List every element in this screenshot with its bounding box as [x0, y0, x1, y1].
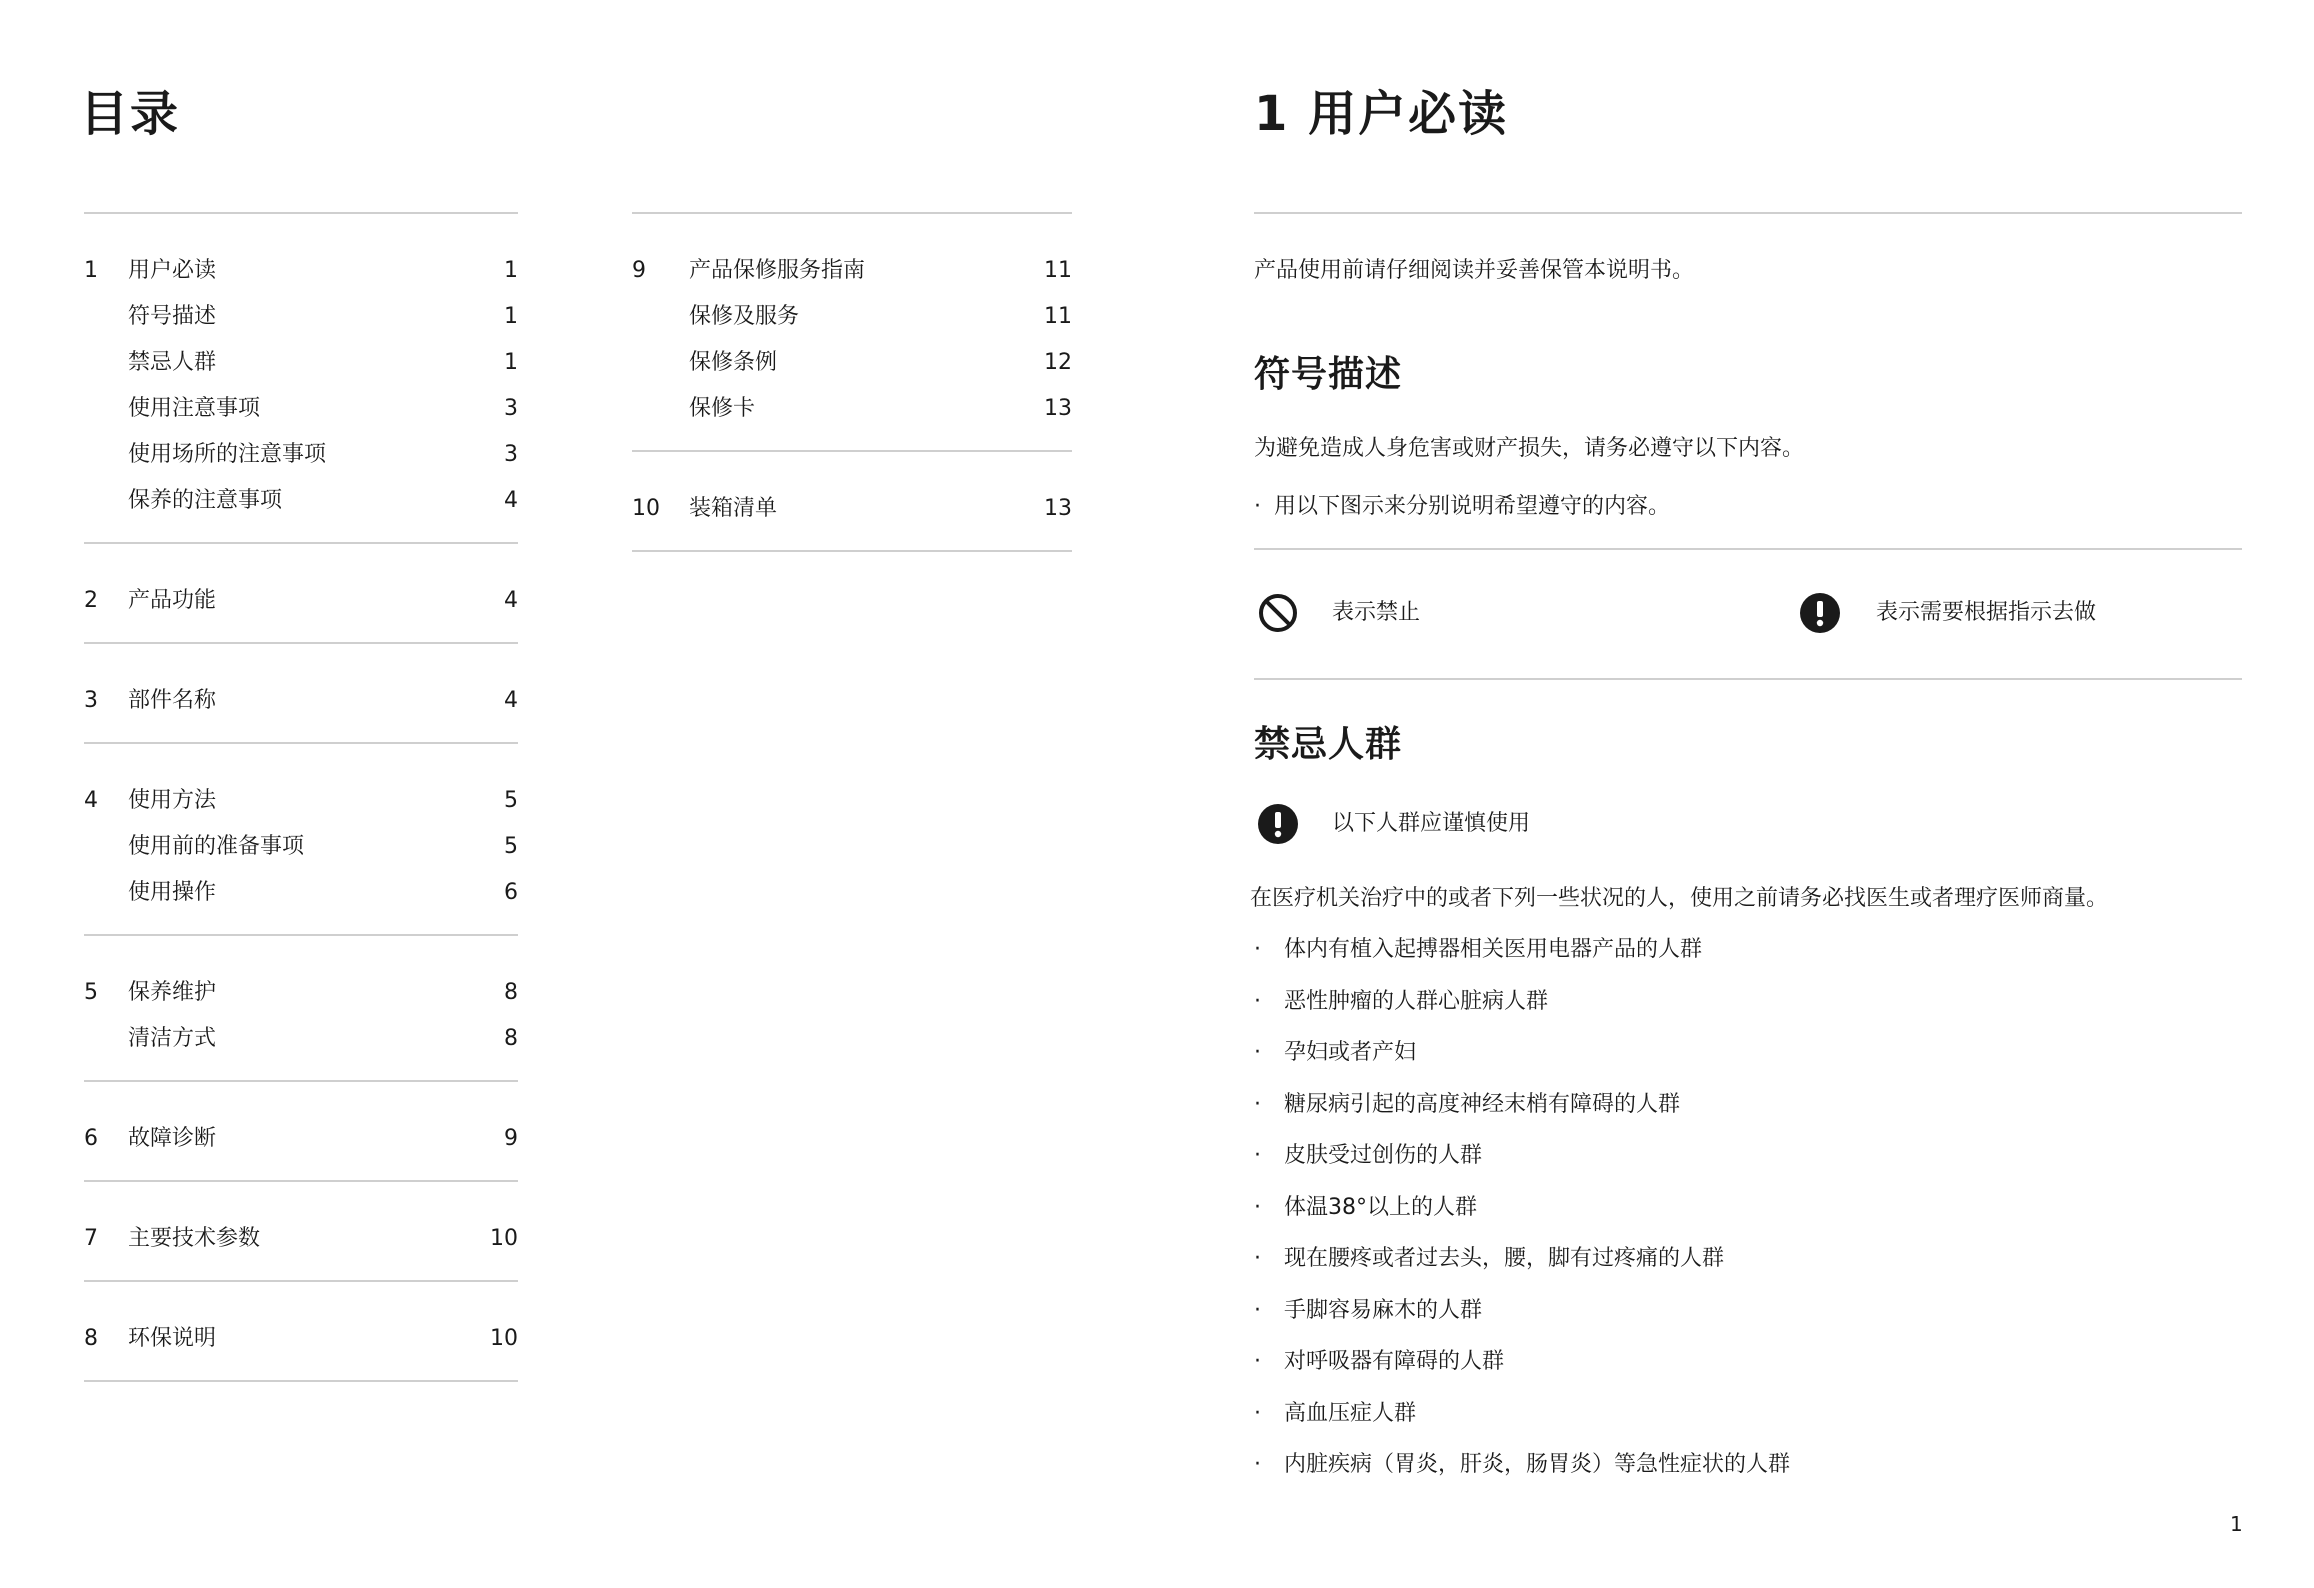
toc-entry[interactable] [632, 486, 1072, 532]
toc-entry-label: 用户必读 [128, 258, 217, 283]
symbols-heading: 符号描述 [1254, 354, 1403, 395]
prohibit-label: 表示禁止 [1332, 600, 1421, 625]
toc-entry[interactable] [84, 970, 518, 1016]
bullet-text: 孕妇或者产妇 [1284, 1040, 1417, 1065]
toc-entry-page: 5 [504, 788, 518, 813]
toc-entry-page: 11 [1044, 258, 1072, 283]
toc-divider [632, 550, 1072, 552]
toc-entry-label: 保养的注意事项 [128, 488, 283, 513]
toc-divider [84, 1380, 518, 1382]
toc-entry[interactable] [84, 778, 518, 824]
toc-entry[interactable] [84, 1316, 518, 1362]
bullet-dot: · [1254, 494, 1261, 519]
toc-entry-page: 4 [504, 488, 518, 513]
toc-entry-label: 故障诊断 [128, 1126, 217, 1151]
toc-title: 目录 [80, 86, 181, 142]
toc-divider [632, 212, 1072, 214]
toc-entry[interactable] [632, 248, 1072, 294]
toc-entry-label: 保修卡 [689, 396, 756, 421]
toc-entry-label: 使用方法 [128, 788, 217, 813]
toc-entry-num: 4 [84, 788, 98, 813]
bullet-text: 皮肤受过创伤的人群 [1284, 1143, 1483, 1168]
toc-divider [84, 742, 518, 744]
toc-entry-num: 1 [84, 258, 98, 283]
toc-entry-num: 7 [84, 1226, 98, 1251]
toc-entry-label: 保修及服务 [689, 304, 800, 329]
page-number: 1 [2230, 1512, 2243, 1536]
toc-entry-page: 4 [504, 688, 518, 713]
toc-entry-page: 1 [504, 350, 518, 375]
toc-entry[interactable] [632, 294, 1072, 340]
toc-entry-page: 3 [504, 442, 518, 467]
bullet-dot: · [1254, 1349, 1261, 1374]
toc-divider [84, 212, 518, 214]
toc-entry-label: 使用场所的注意事项 [128, 442, 327, 467]
bullet-dot: · [1254, 1091, 1261, 1117]
toc-entry-page: 8 [504, 980, 518, 1005]
toc-entry-page: 12 [1044, 350, 1072, 375]
toc-divider [84, 1180, 518, 1182]
toc-divider [84, 542, 518, 544]
toc-entry-page: 13 [1044, 496, 1072, 521]
toc-entry[interactable] [632, 386, 1072, 432]
warning-label: 以下人群应谨慎使用 [1332, 811, 1531, 836]
toc-entry-label: 环保说明 [128, 1326, 217, 1351]
toc-entry-page: 6 [504, 880, 518, 905]
bullet-dot: · [1254, 1194, 1261, 1220]
toc-divider [84, 642, 518, 644]
symbols-text: 为避免造成人身危害或财产损失，请务必遵守以下内容。 [1254, 436, 1805, 461]
toc-entry-page: 1 [504, 258, 518, 283]
bullet-text: 内脏疾病（胃炎，肝炎，肠胃炎）等急性症状的人群 [1284, 1452, 1791, 1477]
toc-entry-page: 1 [504, 304, 518, 329]
divider [1254, 678, 2242, 680]
toc-entry[interactable] [84, 294, 518, 340]
toc-entry-label: 使用注意事项 [128, 396, 261, 421]
toc-entry[interactable] [84, 432, 518, 478]
toc-entry-label: 使用操作 [128, 880, 217, 905]
bullet-dot: · [1254, 1040, 1261, 1065]
toc-entry-page: 3 [504, 396, 518, 421]
toc-entry-num: 2 [84, 588, 98, 613]
bullet-dot: · [1254, 1400, 1261, 1426]
toc-entry[interactable] [632, 340, 1072, 386]
toc-entry-label: 产品功能 [128, 588, 217, 613]
divider [1254, 212, 2242, 214]
toc-entry[interactable] [84, 824, 518, 870]
bullet-text: 对呼吸器有障碍的人群 [1284, 1349, 1505, 1374]
toc-entry-page: 9 [504, 1126, 518, 1151]
bullet-text: 糖尿病引起的高度神经末梢有障碍的人群 [1284, 1091, 1681, 1117]
toc-entry[interactable] [84, 1016, 518, 1062]
bullet-dot: · [1254, 988, 1261, 1014]
toc-entry-label: 禁忌人群 [128, 350, 217, 375]
toc-entry-num: 6 [84, 1126, 98, 1151]
toc-divider [84, 934, 518, 936]
toc-entry-page: 5 [504, 834, 518, 859]
toc-entry-label: 产品保修服务指南 [689, 258, 866, 283]
toc-entry-page: 4 [504, 588, 518, 613]
toc-entry-label: 使用前的准备事项 [128, 834, 305, 859]
exclamation-icon [1258, 804, 1298, 844]
toc-entry[interactable] [84, 386, 518, 432]
bullet-dot: · [1254, 1143, 1261, 1168]
toc-entry-page: 13 [1044, 396, 1072, 421]
toc-entry-page: 11 [1044, 304, 1072, 329]
prohibition-icon [1258, 593, 1298, 633]
toc-entry[interactable] [84, 1216, 518, 1262]
toc-entry[interactable] [84, 870, 518, 916]
toc-entry-page: 10 [490, 1326, 518, 1351]
bullet-text: 手脚容易麻木的人群 [1284, 1297, 1483, 1323]
toc-entry-page: 10 [490, 1226, 518, 1251]
toc-divider [632, 450, 1072, 452]
toc-entry-num: 8 [84, 1326, 98, 1351]
bullet-dot: · [1254, 1297, 1261, 1323]
toc-entry-label: 符号描述 [128, 304, 217, 329]
bullet-dot: · [1254, 1452, 1261, 1477]
toc-entry[interactable] [84, 578, 518, 624]
toc-entry-label: 保修条例 [689, 350, 778, 375]
toc-entry[interactable] [84, 248, 518, 294]
bullet-dot: · [1254, 1246, 1261, 1271]
mandatory-label: 表示需要根据指示去做 [1876, 600, 2097, 625]
bullet-text: 体内有植入起搏器相关医用电器产品的人群 [1284, 937, 1703, 962]
bullet-text: 用以下图示来分别说明希望遵守的内容。 [1274, 494, 1671, 519]
toc-entry[interactable] [84, 340, 518, 386]
toc-divider [84, 1080, 518, 1082]
bullet-text: 现在腰疼或者过去头，腰，脚有过疼痛的人群 [1284, 1246, 1725, 1271]
bullet-text: 体温38°以上的人群 [1284, 1194, 1477, 1220]
toc-entry-label: 保养维护 [128, 980, 217, 1005]
bullet-text: 恶性肿瘤的人群心脏病人群 [1284, 988, 1549, 1014]
section-title: 1 用户必读 [1254, 86, 1509, 142]
bullet-text: 高血压症人群 [1284, 1400, 1417, 1426]
toc-divider [84, 1280, 518, 1282]
toc-entry-label: 装箱清单 [689, 496, 778, 521]
intro-text: 产品使用前请仔细阅读并妥善保管本说明书。 [1254, 258, 1695, 283]
toc-entry-num: 9 [632, 258, 646, 283]
divider [1254, 548, 2242, 550]
toc-entry-label: 部件名称 [128, 688, 217, 713]
toc-entry[interactable] [84, 678, 518, 724]
contraindications-text: 在医疗机关治疗中的或者下列一些状况的人，使用之前请务必找医生或者理疗医师商量。 [1250, 886, 2109, 911]
toc-entry-num: 5 [84, 980, 98, 1005]
toc-entry[interactable] [84, 1116, 518, 1162]
toc-entry[interactable] [84, 478, 518, 524]
toc-entry-label: 清洁方式 [128, 1026, 217, 1051]
toc-entry-label: 主要技术参数 [128, 1226, 261, 1251]
contraindications-heading: 禁忌人群 [1254, 724, 1403, 765]
toc-entry-num: 10 [632, 496, 660, 521]
toc-entry-num: 3 [84, 688, 98, 713]
toc-entry-page: 8 [504, 1026, 518, 1051]
exclamation-icon [1800, 593, 1840, 633]
bullet-dot: · [1254, 937, 1261, 962]
